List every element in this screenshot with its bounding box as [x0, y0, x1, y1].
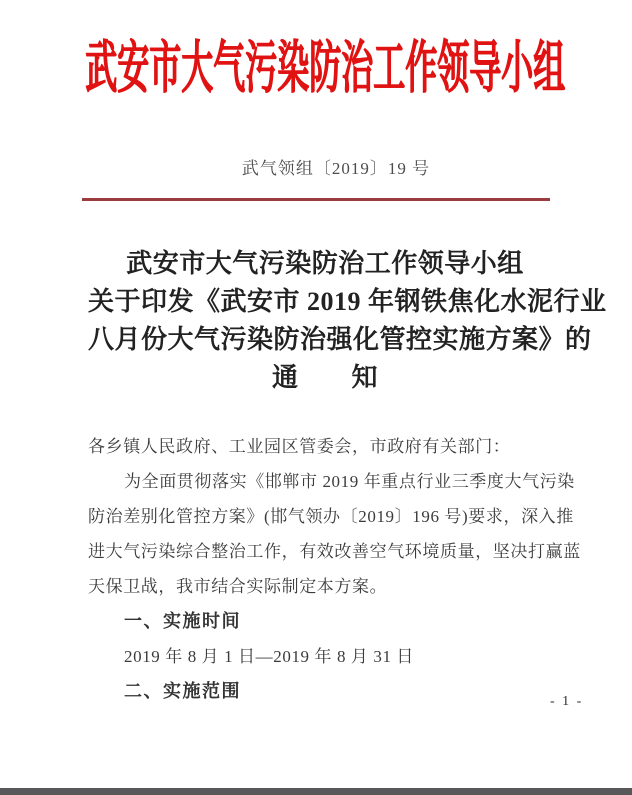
salutation-line: 各乡镇人民政府、工业园区管委会，市政府有关部门： — [88, 437, 511, 456]
scan-bottom-edge-bar — [0, 788, 632, 795]
letterhead-banner — [85, 18, 566, 110]
title-line-4-notice: 通 知 — [271, 363, 378, 392]
implementation-date-line: 2019 年 8 月 1 日—2019 年 8 月 31 日 — [124, 647, 414, 666]
title-line-3: 八月份大气污染防治强化管控实施方案》的 — [88, 325, 592, 354]
title-line-1: 武安市大气污染防治工作领导小组 — [126, 249, 524, 278]
body-line: 进大气污染综合整治工作，有效改善空气环境质量，坚决打赢蓝 — [88, 542, 581, 561]
document-title — [88, 245, 607, 397]
body-line: 为全面贯彻落实《邯郸市 2019 年重点行业三季度大气污染 — [124, 472, 575, 491]
document-reference-number: 武气领组〔2019〕19 号 — [241, 159, 431, 178]
issuing-org-name: 武安市大气污染防治工作领导小组 — [85, 35, 566, 100]
body-line: 天保卫战，我市结合实际制定本方案。 — [88, 577, 388, 596]
section-heading-2: 二、实施范围 — [124, 681, 241, 701]
title-line-2: 关于印发《武安市 2019 年钢铁焦化水泥行业 — [88, 287, 607, 316]
section-heading-1: 一、实施时间 — [124, 611, 241, 631]
body-line: 防治差别化管控方案》(邯气领办〔2019〕196 号)要求，深入推 — [88, 507, 574, 526]
document-body — [88, 429, 581, 709]
letterhead-divider-rule — [82, 198, 550, 201]
page-number: - 1 - — [550, 694, 584, 709]
document-content — [85, 0, 607, 709]
